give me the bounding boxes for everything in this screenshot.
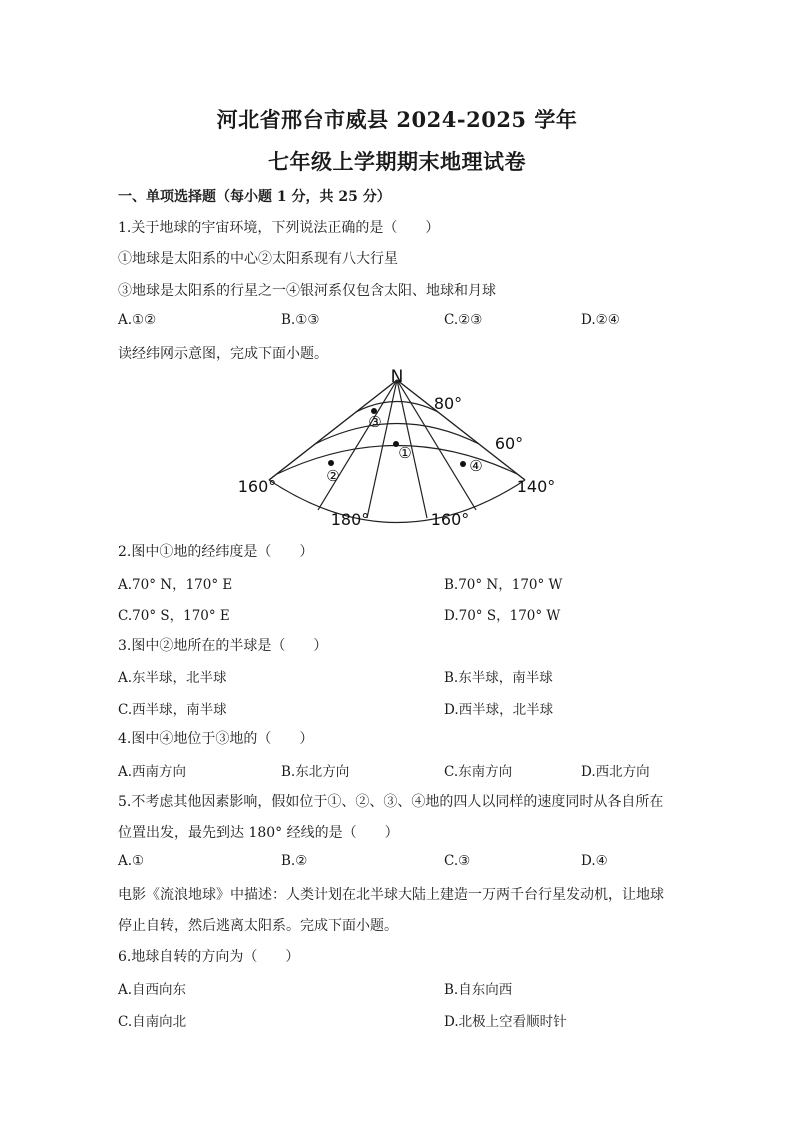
exam-title-line2: 七年级上学期期末地理试卷 — [268, 149, 526, 174]
q4-option-b[interactable]: B.东北方向 — [281, 764, 350, 780]
q3-option-a[interactable]: A.东半球，北半球 — [118, 670, 227, 686]
q1-statement-2: ③地球是太阳系的行星之一④银河系仅包含太阳、地球和月球 — [118, 283, 496, 299]
meridian-line — [318, 380, 397, 510]
q3-option-c[interactable]: C.西半球，南半球 — [118, 702, 227, 718]
q6-option-b[interactable]: B.自东向西 — [444, 982, 513, 998]
q1-option-a[interactable]: A.①② — [118, 312, 157, 328]
q1-option-c[interactable]: C.②③ — [444, 312, 483, 328]
q1-option-b[interactable]: B.①③ — [281, 312, 320, 328]
lat-label-60: 60° — [494, 434, 524, 453]
parallel-line — [315, 424, 479, 445]
q5-stem-line2: 位置出发，最先到达 180° 经线的是（ ） — [118, 825, 399, 841]
point-3-label: ③ — [368, 413, 382, 431]
q3-option-d[interactable]: D.西半球，北半球 — [444, 702, 554, 718]
meridian-line — [367, 380, 397, 518]
q5-option-c[interactable]: C.③ — [444, 853, 471, 869]
section-heading: 一、单项选择题（每小题 1 分，共 25 分） — [118, 189, 391, 205]
q6-option-d[interactable]: D.北极上空看顺时针 — [444, 1014, 567, 1030]
lon-label-160-left: 160° — [237, 477, 277, 496]
q5-option-d[interactable]: D.④ — [581, 853, 608, 869]
north-label: N — [390, 367, 404, 387]
q2-option-d[interactable]: D.70° S，170° W — [444, 608, 561, 624]
point-4-dot — [460, 461, 466, 467]
point-4-label: ④ — [469, 457, 483, 475]
q6-stem: 6.地球自转的方向为（ ） — [118, 949, 300, 965]
q2-option-b[interactable]: B.70° N，170° W — [444, 577, 563, 593]
q1-option-d[interactable]: D.②④ — [581, 312, 620, 328]
outer-arc — [269, 480, 525, 523]
graticule-figure — [232, 365, 562, 535]
q6-option-c[interactable]: C.自南向北 — [118, 1014, 187, 1030]
q5-stem-line1: 5.不考虑其他因素影响，假如位于①、②、③、④地的四人以同样的速度同时从各自所在 — [118, 794, 664, 810]
film-intro-line1: 电影《流浪地球》中描述：人类计划在北半球大陆上建造一万两千台行星发动机，让地球 — [118, 887, 664, 903]
q4-option-d[interactable]: D.西北方向 — [581, 764, 650, 780]
q6-option-a[interactable]: A.自西向东 — [118, 982, 187, 998]
point-1-label: ① — [398, 444, 412, 462]
lat-label-80: 80° — [433, 394, 463, 413]
q1-stem: 1.关于地球的宇宙环境，下列说法正确的是（ ） — [118, 220, 440, 236]
q4-stem: 4.图中④地位于③地的（ ） — [118, 731, 314, 747]
q4-option-a[interactable]: A.西南方向 — [118, 764, 187, 780]
exam-title-line1: 河北省邢台市威县 2024-2025 学年 — [216, 107, 578, 132]
lon-label-140: 140° — [516, 477, 556, 496]
point-2-label: ② — [326, 467, 340, 485]
q2-option-c[interactable]: C.70° S，170° E — [118, 608, 230, 624]
q1-statement-1: ①地球是太阳系的中心②太阳系现有八大行星 — [118, 251, 398, 267]
q5-option-b[interactable]: B.② — [281, 853, 308, 869]
lon-label-180: 180° — [330, 510, 370, 529]
film-intro-line2: 停止自转，然后逃离太阳系。完成下面小题。 — [118, 918, 398, 934]
map-intro: 读经纬网示意图，完成下面小题。 — [118, 346, 328, 362]
point-2-dot — [328, 460, 334, 466]
q5-option-a[interactable]: A.① — [118, 853, 145, 869]
q2-stem: 2.图中①地的经纬度是（ ） — [118, 544, 314, 560]
q4-option-c[interactable]: C.东南方向 — [444, 764, 513, 780]
q3-option-b[interactable]: B.东半球，南半球 — [444, 670, 553, 686]
lon-label-160-bottom: 160° — [430, 510, 470, 529]
q3-stem: 3.图中②地所在的半球是（ ） — [118, 638, 328, 654]
q2-option-a[interactable]: A.70° N，170° E — [118, 577, 233, 593]
